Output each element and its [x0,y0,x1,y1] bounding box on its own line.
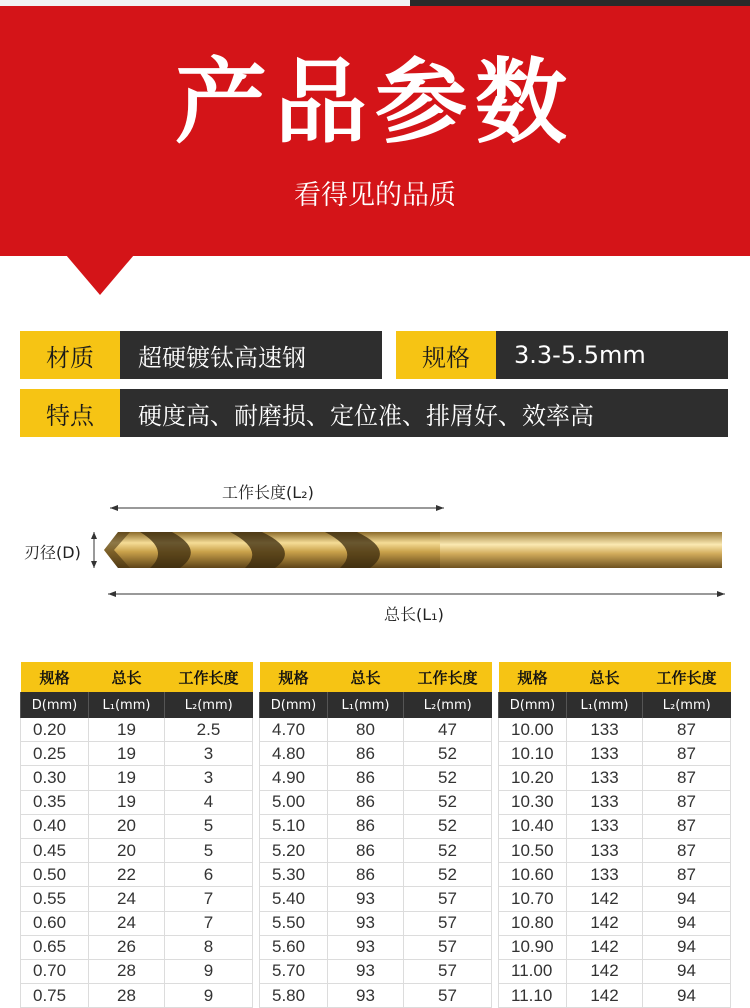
cell-work-length: 94 [643,959,731,983]
cell-total-length: 133 [567,718,643,742]
table-row [260,911,492,935]
cell-diameter: 5.80 [260,984,328,1008]
cell-total-length: 28 [89,959,165,983]
page-subtitle: 看得见的品质 [294,180,456,211]
feature-row [20,389,728,437]
header-total-length: 总长 [328,662,404,692]
table-row [21,766,253,790]
feature-value: 硬度高、耐磨损、定位准、排屑好、效率高 [120,389,728,437]
cell-total-length: 142 [567,935,643,959]
cell-diameter: 10.10 [499,742,567,766]
table-row [499,718,731,742]
cell-diameter: 11.00 [499,959,567,983]
table-row [499,742,731,766]
table-row [499,984,731,1008]
diameter-dimension [91,532,97,568]
header-work-length: 工作长度 [404,662,492,692]
cell-total-length: 133 [567,742,643,766]
cell-total-length: 93 [328,911,404,935]
cell-work-length: 5 [165,814,253,838]
cell-total-length: 20 [89,814,165,838]
cell-total-length: 142 [567,887,643,911]
cell-diameter: 10.00 [499,718,567,742]
table-row [21,984,253,1008]
cell-total-length: 86 [328,814,404,838]
total-length-label: 总长(L₁) [384,605,444,624]
header-work-length: 工作长度 [165,662,253,692]
cell-work-length: 57 [404,935,492,959]
cell-work-length: 87 [643,742,731,766]
cell-work-length: 87 [643,863,731,887]
table-row [260,742,492,766]
cell-diameter: 0.20 [21,718,89,742]
spec-table-2 [259,662,491,1008]
cell-work-length: 2.5 [165,718,253,742]
feature-label: 特点 [20,389,120,437]
table-row [499,911,731,935]
table-row [260,863,492,887]
table-row [499,887,731,911]
table-row [260,984,492,1008]
cell-diameter: 5.40 [260,887,328,911]
cell-diameter: 10.40 [499,814,567,838]
cell-work-length: 94 [643,984,731,1008]
cell-work-length: 47 [404,718,492,742]
cell-total-length: 86 [328,742,404,766]
table-row [260,814,492,838]
cell-diameter: 0.60 [21,911,89,935]
table-row [21,814,253,838]
cell-total-length: 28 [89,984,165,1008]
cell-diameter: 10.80 [499,911,567,935]
header-size: 规格 [260,662,328,692]
subheader-l1: L₁(mm) [328,692,404,718]
subheader-l2: L₂(mm) [643,692,731,718]
subheader-l2: L₂(mm) [165,692,253,718]
cell-diameter: 0.35 [21,790,89,814]
cell-diameter: 11.10 [499,984,567,1008]
cell-diameter: 5.50 [260,911,328,935]
cell-diameter: 10.70 [499,887,567,911]
cell-diameter: 0.50 [21,863,89,887]
cell-work-length: 94 [643,935,731,959]
drill-diagram [0,470,750,630]
table-body [260,718,492,1008]
header-work-length: 工作长度 [643,662,731,692]
cell-total-length: 142 [567,959,643,983]
subheader-d: D(mm) [499,692,567,718]
cell-work-length: 3 [165,742,253,766]
cell-work-length: 4 [165,790,253,814]
cell-work-length: 57 [404,984,492,1008]
cell-total-length: 86 [328,766,404,790]
table-row [499,863,731,887]
cell-total-length: 133 [567,838,643,862]
cell-diameter: 0.30 [21,766,89,790]
cell-work-length: 52 [404,790,492,814]
cell-diameter: 5.60 [260,935,328,959]
cell-work-length: 9 [165,959,253,983]
subheader-l1: L₁(mm) [89,692,165,718]
cell-work-length: 52 [404,814,492,838]
table-row [21,718,253,742]
table-row [21,935,253,959]
cell-work-length: 9 [165,984,253,1008]
cell-total-length: 80 [328,718,404,742]
table-row [499,959,731,983]
cell-total-length: 19 [89,742,165,766]
header-size: 规格 [21,662,89,692]
cell-diameter: 10.30 [499,790,567,814]
cell-work-length: 5 [165,838,253,862]
cell-work-length: 57 [404,911,492,935]
header-banner [0,6,750,256]
cell-total-length: 86 [328,863,404,887]
cell-diameter: 5.10 [260,814,328,838]
table-row [21,887,253,911]
cell-total-length: 19 [89,766,165,790]
cell-total-length: 93 [328,984,404,1008]
cell-diameter: 0.65 [21,935,89,959]
page-title: 产品参数 [174,49,575,156]
banner-notch [66,255,134,295]
total-length-dimension [108,591,725,597]
table-row [499,814,731,838]
cell-total-length: 93 [328,887,404,911]
cell-work-length: 57 [404,887,492,911]
cell-diameter: 5.70 [260,959,328,983]
cell-total-length: 93 [328,959,404,983]
material-row [20,331,382,379]
cell-total-length: 86 [328,790,404,814]
work-length-dimension [110,505,444,511]
table-row [499,838,731,862]
header-total-length: 总长 [89,662,165,692]
cell-total-length: 19 [89,718,165,742]
table-row [499,766,731,790]
cell-total-length: 19 [89,790,165,814]
cell-work-length: 94 [643,887,731,911]
material-label: 材质 [20,331,120,379]
cell-total-length: 93 [328,935,404,959]
cell-work-length: 7 [165,887,253,911]
size-row [396,331,728,379]
cell-diameter: 10.60 [499,863,567,887]
table-row [260,935,492,959]
cell-work-length: 57 [404,959,492,983]
cell-diameter: 5.20 [260,838,328,862]
cell-work-length: 87 [643,718,731,742]
header-size: 规格 [499,662,567,692]
subheader-l1: L₁(mm) [567,692,643,718]
table-row [21,790,253,814]
cell-diameter: 0.55 [21,887,89,911]
table-row [21,838,253,862]
diameter-label: 刃径(D) [24,543,81,562]
cell-work-length: 52 [404,742,492,766]
header-total-length: 总长 [567,662,643,692]
table-row [499,935,731,959]
drill-bit [104,532,722,568]
table-row [260,887,492,911]
cell-total-length: 133 [567,790,643,814]
cell-work-length: 7 [165,911,253,935]
cell-total-length: 24 [89,887,165,911]
drill-drawing [0,470,750,630]
cell-work-length: 8 [165,935,253,959]
cell-diameter: 0.75 [21,984,89,1008]
cell-total-length: 24 [89,911,165,935]
table-row [21,863,253,887]
subheader-d: D(mm) [21,692,89,718]
cell-diameter: 5.00 [260,790,328,814]
table-body [21,718,253,1008]
cell-work-length: 94 [643,911,731,935]
cell-total-length: 86 [328,838,404,862]
subheader-l2: L₂(mm) [404,692,492,718]
subheader-d: D(mm) [260,692,328,718]
cell-diameter: 0.70 [21,959,89,983]
cell-total-length: 133 [567,863,643,887]
cell-work-length: 6 [165,863,253,887]
cell-work-length: 87 [643,790,731,814]
table-body [499,718,731,1008]
cell-diameter: 0.25 [21,742,89,766]
cell-work-length: 87 [643,838,731,862]
table-row [499,790,731,814]
cell-diameter: 10.20 [499,766,567,790]
table-row [260,766,492,790]
size-value: 3.3-5.5mm [496,331,728,379]
cell-work-length: 52 [404,766,492,790]
cell-diameter: 0.40 [21,814,89,838]
spec-table-3 [498,662,730,1008]
cell-diameter: 4.90 [260,766,328,790]
cell-work-length: 87 [643,814,731,838]
cell-diameter: 5.30 [260,863,328,887]
cell-total-length: 20 [89,838,165,862]
cell-diameter: 0.45 [21,838,89,862]
cell-work-length: 52 [404,863,492,887]
table-row [260,790,492,814]
cell-work-length: 3 [165,766,253,790]
cell-total-length: 26 [89,935,165,959]
cell-total-length: 22 [89,863,165,887]
cell-total-length: 133 [567,766,643,790]
table-row [260,718,492,742]
cell-diameter: 10.50 [499,838,567,862]
size-label: 规格 [396,331,496,379]
cell-total-length: 142 [567,911,643,935]
table-row [21,959,253,983]
cell-total-length: 142 [567,984,643,1008]
table-row [260,959,492,983]
cell-total-length: 133 [567,814,643,838]
table-row [21,742,253,766]
material-value: 超硬镀钛高速钢 [120,331,382,379]
cell-work-length: 52 [404,838,492,862]
work-length-label: 工作长度(L₂) [222,483,314,502]
cell-work-length: 87 [643,766,731,790]
table-row [21,911,253,935]
spec-table-1 [20,662,252,1008]
cell-diameter: 10.90 [499,935,567,959]
cell-diameter: 4.80 [260,742,328,766]
cell-diameter: 4.70 [260,718,328,742]
table-row [260,838,492,862]
